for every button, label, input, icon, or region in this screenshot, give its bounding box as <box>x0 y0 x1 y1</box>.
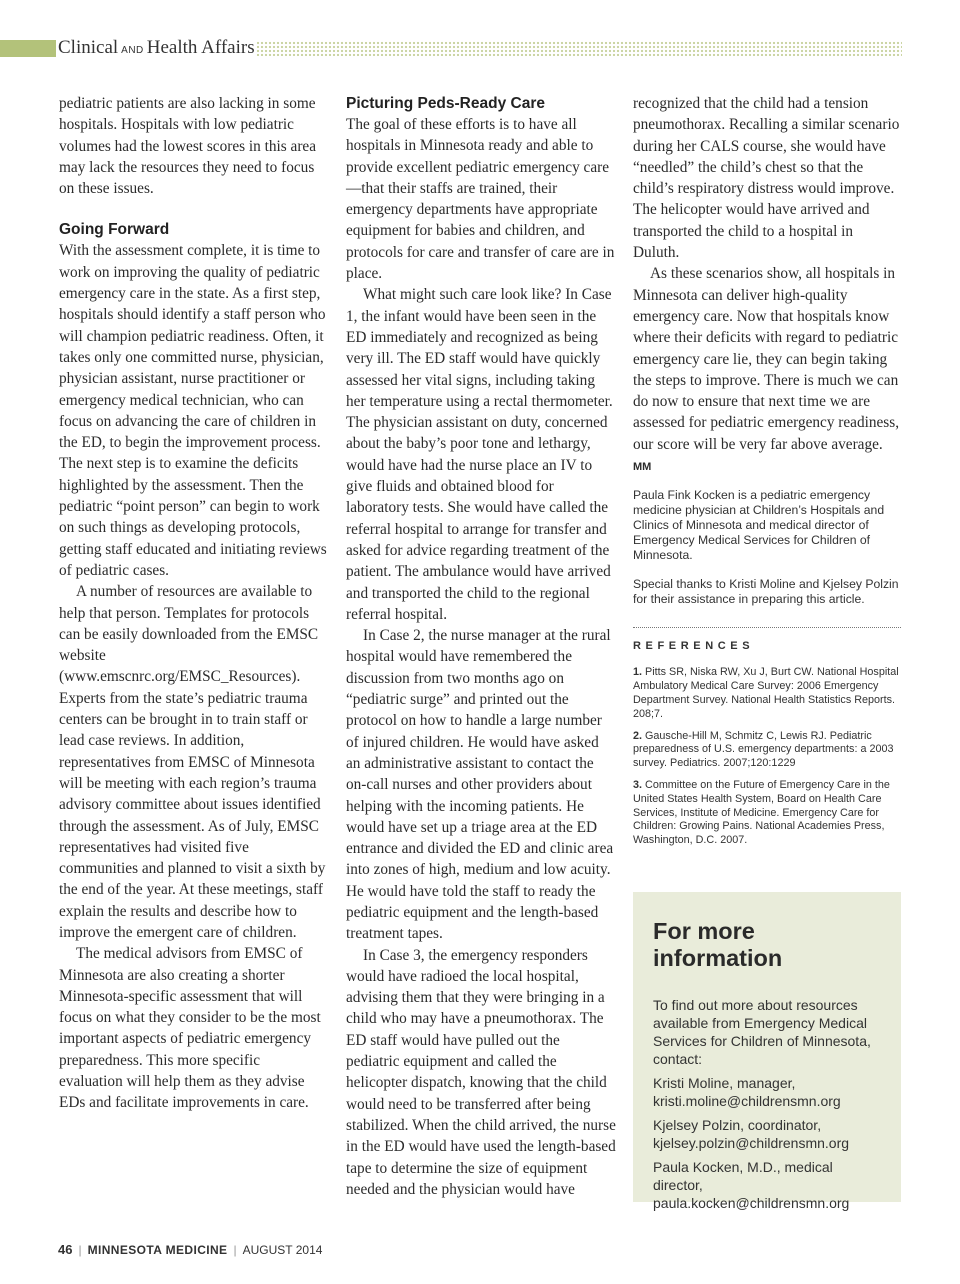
reference-text: Pitts SR, Niska RW, Xu J, Burt CW. National Hospital Ambulatory Medical Care Survey: 2006 Emergency Department Survey. National Health Statistics Reports. 208;7. <box>633 666 899 720</box>
closing-text: As these scenarios show, all hospitals in Minnesota can deliver high-quality emergency care. Now that hospitals know where their deficits with regard to pediatric emergency care lie, they can begin taking the steps to improve. There is much we can do now to ensure that next time we are assessed for pediatric emergency readiness, our score will be very far above average. <box>633 265 900 453</box>
end-mark: MM <box>633 461 652 474</box>
reference-item <box>633 666 901 721</box>
section-title-and: AND <box>121 45 144 56</box>
section-title-right: Health Affairs <box>146 37 255 58</box>
paragraph: In Case 2, the nurse manager at the rural hospital would have remembered the discussion from two months ago on “pediatric surge” and printed out the protocol on how to handle a large number of injured children. He would have asked an administrative assistant to contact the on-call nurses and other providers about helping with the incoming patients. He would have set up a triage area at the ED entrance and divided the ED and clinic area into zones of high, medium and low acuity. He would have told the staff to ready the pediatric equipment and the length-based treatment tapes. <box>346 627 614 943</box>
references-divider <box>633 627 901 628</box>
paragraph: With the assessment complete, it is time to work on improving the quality of pediatric emergency care in the state. As a first step, hospitals should identify a staff person who will champion pediatric readiness. Often, it takes only one committed nurse, physician, physician assistant, nurse practitioner or emergency medical technician, who can focus on advancing the care of children in the ED, to begin the improvement process. The next step is to examine the deficits highlighted by the assessment. Then the pediatric “point person” can begin to work on such things as developing protocols, getting staff educated and initiating reviews of pediatric cases. <box>59 242 327 579</box>
magazine-name: MINNESOTA MEDICINE <box>87 1243 228 1257</box>
column-2 <box>346 93 616 1200</box>
section-color-tab <box>0 40 56 57</box>
references-heading: REFERENCES <box>633 640 755 653</box>
acknowledgement: Special thanks to Kristi Moline and Kjelsey Polzin for their assistance in preparing this article. <box>633 577 899 607</box>
header-dotted-rule <box>256 41 902 56</box>
column-3 <box>633 93 901 848</box>
contact-item: Kjelsey Polzin, coordinator, kjelsey.polzin@childrensmn.org <box>653 1117 850 1151</box>
page-footer <box>58 1242 322 1257</box>
references-list <box>633 666 901 848</box>
section-title <box>58 37 255 59</box>
paragraph: pediatric patients are also lacking in some hospitals. Hospitals with low pediatric volumes had the lowest scores in this area may lack the resources they need to focus on these issues. <box>59 95 317 198</box>
paragraph: What might such care look like? In Case 1, the infant would have been seen in the ED immediately and recognized as being very ill. The ED staff would have quickly assessed her vital signs, including taking her temperature using a rectal thermometer. The physician assistant on duty, concerned about the baby’s poor tone and lethargy, would have had the nurse place an IV to give fluids and obtained blood for laboratory tests. She would have called the referral hospital to arrange for transfer and asked for advice regarding treatment of the patient. The ambulance would have arrived and transported the child to the regional referral hospital. <box>346 286 613 623</box>
more-info-box <box>633 892 901 1211</box>
reference-number: 1. <box>633 666 643 679</box>
more-info-intro: To find out more about resources available from Emergency Medical Services for Children of Minnesota, contact: <box>653 997 871 1067</box>
column-1 <box>59 93 327 1114</box>
reference-text: Committee on the Future of Emergency Care in the United States Health System, Board on Health Care Services, Institute of Medicine. Emergency Care for Children: Growing Pains. National Academies Press, Washington, D.C. 2007. <box>633 778 890 847</box>
paragraph: The goal of these efforts is to have all hospitals in Minnesota ready and able to provide excellent pediatric emergency care—that their staffs are trained, their emergency departments have appropriate equipment for babies and children, and protocols for care and transfer of care are in place. <box>346 116 615 283</box>
reference-number: 2. <box>633 729 643 742</box>
page-number: 46 <box>58 1242 73 1257</box>
issue-date: AUGUST 2014 <box>242 1243 323 1257</box>
reference-item <box>633 779 901 848</box>
footer-separator: | <box>233 1243 237 1257</box>
reference-number: 3. <box>633 778 643 791</box>
reference-item <box>633 730 901 771</box>
section-title-left: Clinical <box>58 37 119 58</box>
author-bio: Paula Fink Kocken is a pediatric emergency medicine physician at Children’s Hospitals and Clinics of Minnesota and medical director of Emergency Medical Services for Children of Minnesota. <box>633 488 885 563</box>
section-heading-peds-ready: Picturing Peds-Ready Care <box>346 95 545 112</box>
paragraph: In Case 3, the emergency responders would have radioed the local hospital, advising them that they were bringing in a child who may have a pneumothorax. The ED staff would have pulled out the pediatric equipment and called the helicopter dispatch, knowing that the child would need to be transferred after being stabilized. When the child arrived, the nurse in the ED would have used the length-based tape to determine the size of equipment needed and the physician would have <box>346 946 616 1198</box>
contact-item: Kristi Moline, manager, kristi.moline@childrensmn.org <box>653 1075 841 1109</box>
paragraph: recognized that the child had a tension pneumothorax. Recalling a similar scenario during her CALS course, she would have “needled” the child’s chest so that the child’s respiratory distress would improve. The helicopter would have arrived and transported the child to a hospital in Duluth. <box>633 95 900 262</box>
reference-text: Gausche-Hill M, Schmitz C, Lewis RJ. Pediatric preparedness of U.S. emergency departments: a 2003 survey. Pediatrics. 2007;120:1229 <box>633 729 894 770</box>
paragraph-closing <box>633 263 901 478</box>
paragraph: The medical advisors from EMSC of Minnesota are also creating a shorter Minnesota-specific assessment that will focus on what they consider to be the most important aspects of pediatric emergency preparedness. This more specific evaluation will help them as they advise EDs and facilitate improvements in care. <box>59 945 321 1112</box>
footer-separator: | <box>78 1243 82 1257</box>
contact-item: Paula Kocken, M.D., medical director, paula.kocken@childrensmn.org <box>653 1159 850 1211</box>
section-heading-going-forward: Going Forward <box>59 221 170 239</box>
paragraph: A number of resources are available to help that person. Templates for protocols can be easily downloaded from the EMSC website (www.emscnrc.org/EMSC_Resources). Experts from the state’s pediatric trauma centers can be brought in to train staff or lead case reviews. In addition, representatives from EMSC of Minnesota will be meeting with each region’s trauma advisory committee about issues identified through the assessment. As of July, EMSC representatives had visited five communities and planned to visit a sixth by the end of the year. At these meetings, staff explain the results and describe how to improve the emergent care of children. <box>59 583 326 941</box>
more-info-title: For more information <box>653 918 783 971</box>
